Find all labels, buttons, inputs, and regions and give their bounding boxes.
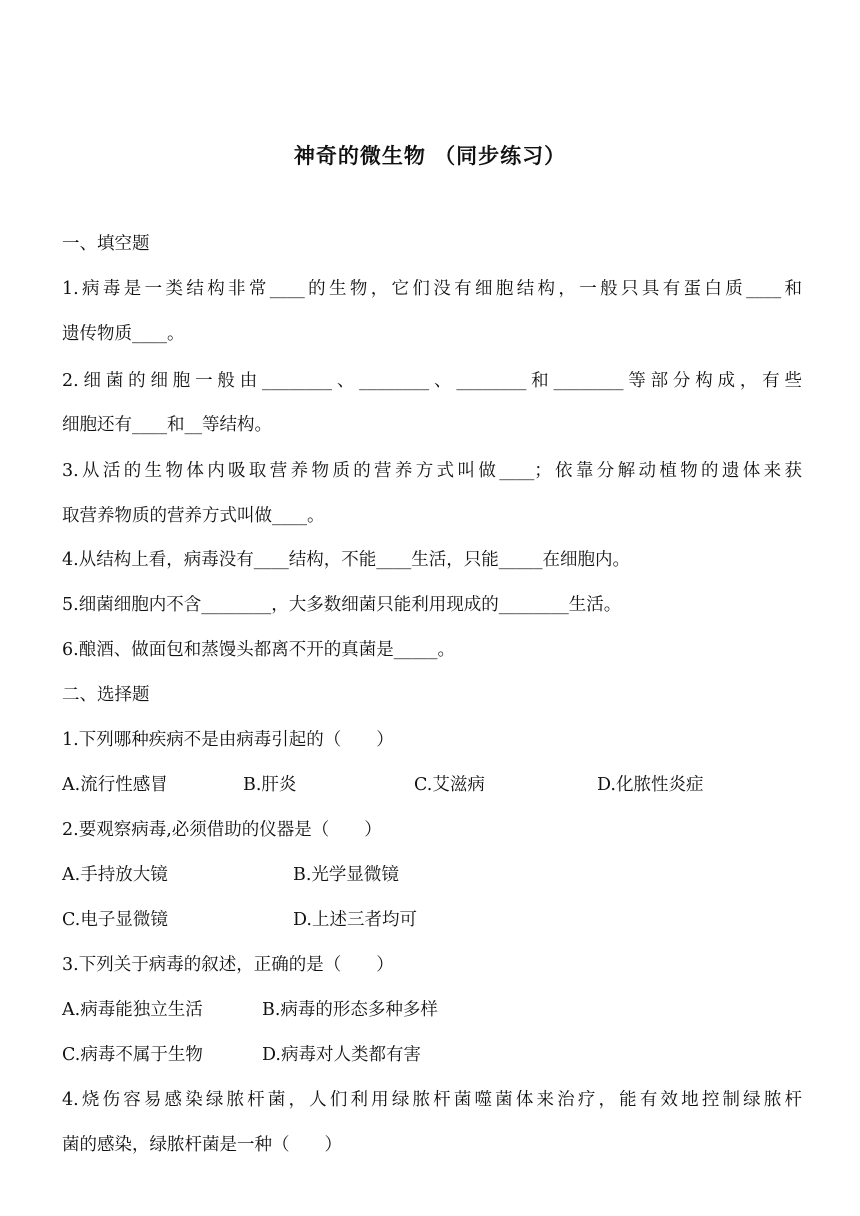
choice-option: B.病毒的形态多种多样	[262, 1000, 438, 1020]
choice-option: D.上述三者均可	[293, 910, 417, 930]
choice-option: C.艾滋病	[414, 775, 485, 795]
question-stem: 2.要观察病毒,必须借助的仪器是（ ）	[62, 820, 382, 840]
question-text: 3.从活的生物体内吸取营养物质的营养方式叫做____；依靠分解动植物的遗体来获	[62, 461, 802, 481]
question-text: 4.从结构上看，病毒没有____结构，不能____生活，只能_____在细胞内。	[62, 550, 630, 570]
choice-option: B.肝炎	[243, 775, 297, 795]
choice-option: D.病毒对人类都有害	[262, 1045, 421, 1065]
question-text: 2.细菌的细胞一般由________、________、________和________等部分构成，有些	[62, 371, 802, 391]
question-text: 5.细菌细胞内不含________，大多数细菌只能利用现成的________生活。	[62, 595, 622, 615]
choice-option: D.化脓性炎症	[597, 775, 704, 795]
question-text: 取营养物质的营养方式叫做____。	[62, 506, 325, 526]
question-stem: 4.烧伤容易感染绿脓杆菌，人们利用绿脓杆菌噬菌体来治疗，能有效地控制绿脓杆	[62, 1090, 802, 1110]
choice-option: A.病毒能独立生活	[62, 1000, 203, 1020]
question-stem: 菌的感染，绿脓杆菌是一种（ ）	[62, 1135, 342, 1155]
choice-option: C.病毒不属于生物	[62, 1045, 203, 1065]
document-title: 神奇的微生物 （同步练习）	[293, 144, 567, 168]
question-text: 遗传物质____。	[62, 324, 185, 344]
question-stem: 3.下列关于病毒的叙述，正确的是（ ）	[62, 955, 394, 975]
choice-option: C.电子显微镜	[62, 910, 168, 930]
question-stem: 1.下列哪种疾病不是由病毒引起的（ ）	[62, 730, 394, 750]
choice-option: A.手持放大镜	[62, 865, 168, 885]
choice-option: B.光学显微镜	[293, 865, 399, 885]
question-text: 6.酿酒、做面包和蒸馒头都离不开的真菌是_____。	[62, 640, 455, 660]
question-text: 细胞还有____和__等结构。	[62, 415, 272, 435]
section-heading-multiple-choice: 二、选择题	[62, 685, 150, 705]
question-text: 1.病毒是一类结构非常____的生物，它们没有细胞结构，一般只具有蛋白质____和	[62, 279, 802, 299]
choice-option: A.流行性感冒	[62, 775, 168, 795]
section-heading-fill-blank: 一、填空题	[62, 234, 150, 254]
